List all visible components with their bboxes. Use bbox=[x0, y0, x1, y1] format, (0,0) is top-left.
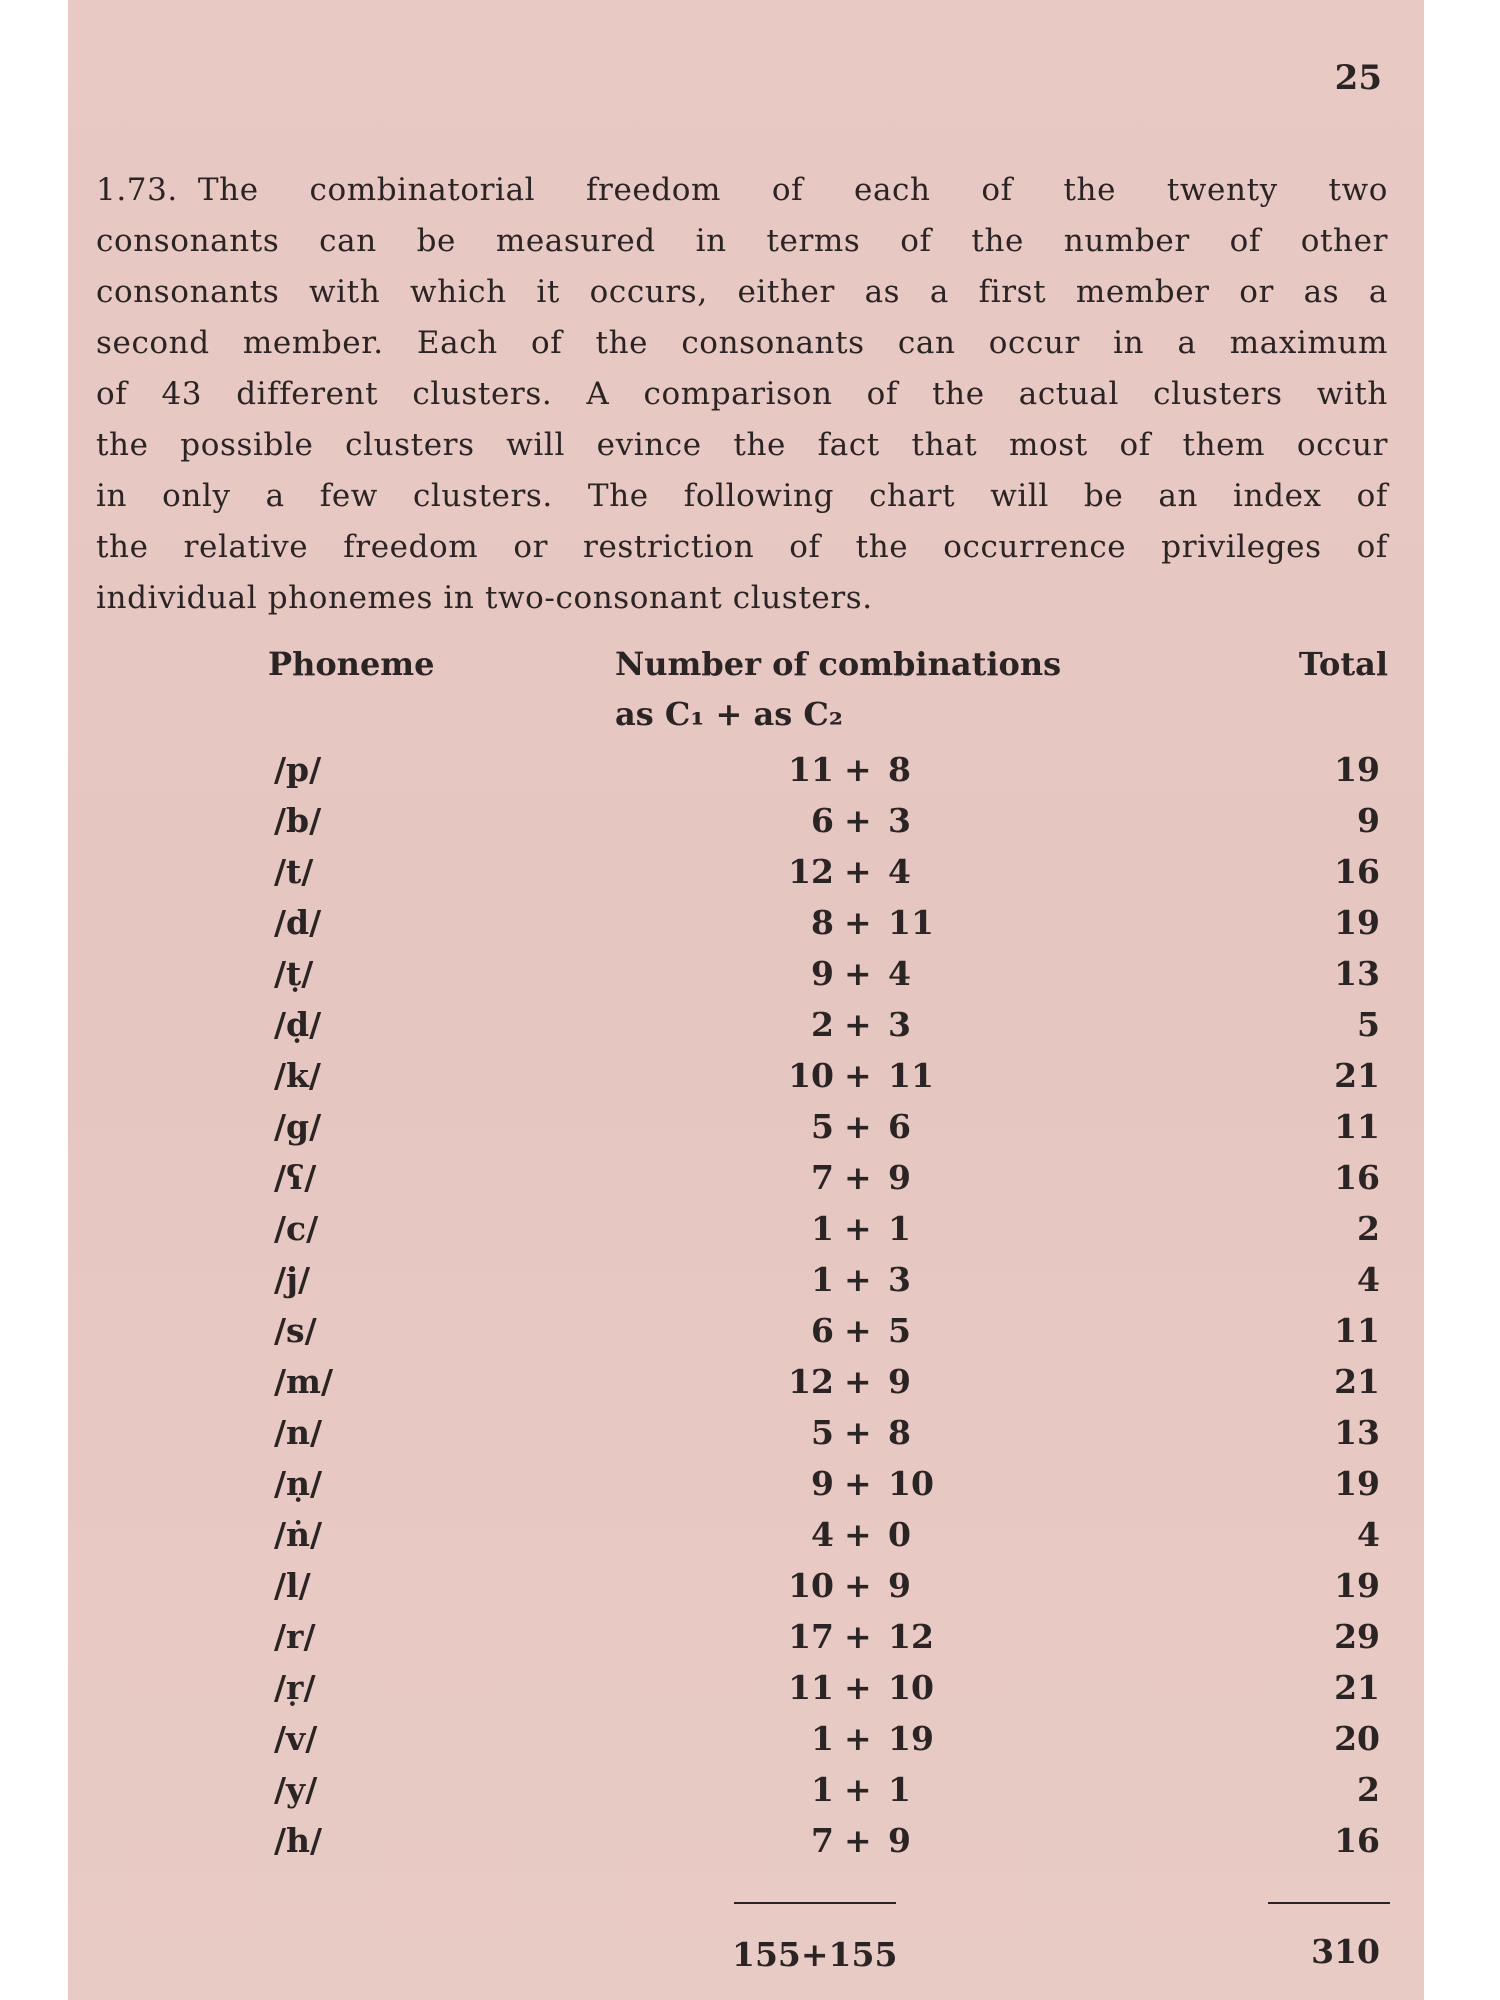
document-page bbox=[68, 0, 1424, 2000]
table-row bbox=[68, 1821, 1424, 1872]
total-cell: 19 bbox=[1334, 1566, 1380, 1605]
c1-count-cell: 5 bbox=[811, 1107, 834, 1146]
c2-count-cell: 6 bbox=[888, 1107, 911, 1146]
c1-count-cell: 17 bbox=[788, 1617, 834, 1656]
table-row bbox=[68, 750, 1424, 801]
c1-count-cell: 10 bbox=[788, 1056, 834, 1095]
total-cell: 11 bbox=[1334, 1311, 1380, 1350]
plus-sign: + bbox=[844, 1413, 872, 1452]
c1-count-cell: 7 bbox=[811, 1158, 834, 1197]
table-row bbox=[68, 1770, 1424, 1821]
table-row bbox=[68, 1719, 1424, 1770]
c1-count-cell: 1 bbox=[811, 1209, 834, 1248]
paragraph-line: of 43 different clusters. A comparison of the actual clusters with bbox=[96, 376, 1388, 412]
total-cell: 5 bbox=[1357, 1005, 1380, 1044]
table-row bbox=[68, 1668, 1424, 1719]
page-number: 25 bbox=[1334, 58, 1382, 98]
total-cell: 2 bbox=[1357, 1209, 1380, 1248]
plus-sign: + bbox=[844, 1158, 872, 1197]
total-cell: 19 bbox=[1334, 1464, 1380, 1503]
c1-count-cell: 4 bbox=[811, 1515, 834, 1554]
paragraph-line: consonants with which it occurs, either as a first member or as a bbox=[96, 274, 1388, 310]
phoneme-cell: /c/ bbox=[274, 1209, 319, 1248]
c1-count-cell: 9 bbox=[811, 1464, 834, 1503]
phoneme-cell: /p/ bbox=[274, 750, 322, 789]
c2-count-cell: 11 bbox=[888, 1056, 934, 1095]
c2-count-cell: 3 bbox=[888, 801, 911, 840]
c2-count-cell: 19 bbox=[888, 1719, 934, 1758]
table-row bbox=[68, 1413, 1424, 1464]
total-cell: 19 bbox=[1334, 750, 1380, 789]
header-combinations-sub: as C₁ + as C₂ bbox=[615, 695, 843, 733]
phoneme-cell: /ʕ/ bbox=[274, 1158, 317, 1197]
plus-sign: + bbox=[844, 1260, 872, 1299]
plus-sign: + bbox=[844, 1005, 872, 1044]
c2-count-cell: 3 bbox=[888, 1260, 911, 1299]
combinations-sum: 155+155 bbox=[732, 1935, 898, 1974]
phoneme-cell: /ḍ/ bbox=[274, 1005, 322, 1044]
c2-count-cell: 9 bbox=[888, 1566, 911, 1605]
phoneme-cell: /k/ bbox=[274, 1056, 321, 1095]
total-cell: 16 bbox=[1334, 852, 1380, 891]
table-row bbox=[68, 1260, 1424, 1311]
table-row bbox=[68, 1464, 1424, 1515]
plus-sign: + bbox=[844, 1668, 872, 1707]
body-paragraph bbox=[96, 165, 1388, 624]
c2-count-cell: 1 bbox=[888, 1209, 911, 1248]
c1-count-cell: 2 bbox=[811, 1005, 834, 1044]
total-cell: 21 bbox=[1334, 1668, 1380, 1707]
phoneme-cell: /v/ bbox=[274, 1719, 318, 1758]
total-cell: 29 bbox=[1334, 1617, 1380, 1656]
paragraph-line: the possible clusters will evince the fact that most of them occur bbox=[96, 427, 1388, 463]
c2-count-cell: 1 bbox=[888, 1770, 911, 1809]
table-row bbox=[68, 1209, 1424, 1260]
plus-sign: + bbox=[844, 1770, 872, 1809]
c2-count-cell: 9 bbox=[888, 1821, 911, 1860]
plus-sign: + bbox=[844, 1515, 872, 1554]
plus-sign: + bbox=[844, 852, 872, 891]
phoneme-cell: /y/ bbox=[274, 1770, 318, 1809]
c2-count-cell: 5 bbox=[888, 1311, 911, 1350]
c2-count-cell: 4 bbox=[888, 954, 911, 993]
plus-sign: + bbox=[844, 1617, 872, 1656]
table-row bbox=[68, 1515, 1424, 1566]
c1-count-cell: 11 bbox=[788, 1668, 834, 1707]
header-total: Total bbox=[1298, 645, 1388, 683]
table-row bbox=[68, 1566, 1424, 1617]
c1-count-cell: 1 bbox=[811, 1770, 834, 1809]
phoneme-cell: /d/ bbox=[274, 903, 322, 942]
total-cell: 19 bbox=[1334, 903, 1380, 942]
paragraph-line-text: The combinatorial freedom of each of the twenty two bbox=[197, 172, 1388, 208]
phoneme-cell: /t/ bbox=[274, 852, 314, 891]
total-cell: 2 bbox=[1357, 1770, 1380, 1809]
table-row bbox=[68, 1056, 1424, 1107]
total-cell: 13 bbox=[1334, 954, 1380, 993]
phoneme-cell: /b/ bbox=[274, 801, 322, 840]
table-row bbox=[68, 954, 1424, 1005]
plus-sign: + bbox=[844, 1719, 872, 1758]
plus-sign: + bbox=[844, 801, 872, 840]
phoneme-table bbox=[68, 750, 1424, 1872]
plus-sign: + bbox=[844, 903, 872, 942]
phoneme-cell: /s/ bbox=[274, 1311, 317, 1350]
c1-count-cell: 10 bbox=[788, 1566, 834, 1605]
c2-count-cell: 0 bbox=[888, 1515, 911, 1554]
paragraph-line: individual phonemes in two-consonant clusters. bbox=[96, 580, 873, 616]
plus-sign: + bbox=[844, 1821, 872, 1860]
table-row bbox=[68, 852, 1424, 903]
phoneme-cell: /ṇ/ bbox=[274, 1464, 323, 1503]
plus-sign: + bbox=[844, 1107, 872, 1146]
total-cell: 11 bbox=[1334, 1107, 1380, 1146]
phoneme-cell: /j/ bbox=[274, 1260, 311, 1299]
c2-count-cell: 3 bbox=[888, 1005, 911, 1044]
paragraph-line: the relative freedom or restriction of the occurrence privileges of bbox=[96, 529, 1388, 565]
c2-count-cell: 11 bbox=[888, 903, 934, 942]
total-cell: 16 bbox=[1334, 1821, 1380, 1860]
table-row bbox=[68, 801, 1424, 852]
c1-count-cell: 12 bbox=[788, 1362, 834, 1401]
c1-count-cell: 12 bbox=[788, 852, 834, 891]
c1-count-cell: 11 bbox=[788, 750, 834, 789]
total-sum-rule bbox=[1268, 1902, 1390, 1904]
c1-count-cell: 8 bbox=[811, 903, 834, 942]
c2-count-cell: 4 bbox=[888, 852, 911, 891]
phoneme-cell: /n/ bbox=[274, 1413, 323, 1452]
plus-sign: + bbox=[844, 1464, 872, 1503]
phoneme-cell: /g/ bbox=[274, 1107, 322, 1146]
table-row bbox=[68, 1617, 1424, 1668]
plus-sign: + bbox=[844, 1362, 872, 1401]
total-cell: 16 bbox=[1334, 1158, 1380, 1197]
table-row bbox=[68, 1107, 1424, 1158]
c2-count-cell: 12 bbox=[888, 1617, 934, 1656]
total-cell: 9 bbox=[1357, 801, 1380, 840]
total-cell: 4 bbox=[1357, 1515, 1380, 1554]
plus-sign: + bbox=[844, 1209, 872, 1248]
phoneme-cell: /r/ bbox=[274, 1617, 316, 1656]
plus-sign: + bbox=[844, 1311, 872, 1350]
c2-count-cell: 8 bbox=[888, 1413, 911, 1452]
plus-sign: + bbox=[844, 954, 872, 993]
phoneme-cell: /m/ bbox=[274, 1362, 334, 1401]
c1-count-cell: 6 bbox=[811, 1311, 834, 1350]
table-row bbox=[68, 1362, 1424, 1413]
section-number: 1.73. bbox=[96, 172, 178, 208]
phoneme-cell: /ṅ/ bbox=[274, 1515, 323, 1554]
c2-count-cell: 10 bbox=[888, 1464, 934, 1503]
c2-count-cell: 8 bbox=[888, 750, 911, 789]
header-combinations: Number of combinations bbox=[615, 645, 1062, 683]
phoneme-cell: /ṭ/ bbox=[274, 954, 314, 993]
paragraph-line bbox=[96, 165, 1388, 216]
combinations-sum-rule bbox=[734, 1902, 896, 1904]
paragraph-line: in only a few clusters. The following chart will be an index of bbox=[96, 478, 1388, 514]
c2-count-cell: 9 bbox=[888, 1158, 911, 1197]
c1-count-cell: 1 bbox=[811, 1719, 834, 1758]
c1-count-cell: 7 bbox=[811, 1821, 834, 1860]
total-cell: 21 bbox=[1334, 1362, 1380, 1401]
c1-count-cell: 6 bbox=[811, 801, 834, 840]
phoneme-cell: /h/ bbox=[274, 1821, 323, 1860]
total-sum: 310 bbox=[1311, 1932, 1380, 1971]
paragraph-line: second member. Each of the consonants can occur in a maximum bbox=[96, 325, 1388, 361]
total-cell: 20 bbox=[1334, 1719, 1380, 1758]
table-row bbox=[68, 1158, 1424, 1209]
plus-sign: + bbox=[844, 1056, 872, 1095]
table-row bbox=[68, 1311, 1424, 1362]
plus-sign: + bbox=[844, 1566, 872, 1605]
header-phoneme: Phoneme bbox=[268, 645, 435, 683]
phoneme-cell: /l/ bbox=[274, 1566, 311, 1605]
plus-sign: + bbox=[844, 750, 872, 789]
c1-count-cell: 5 bbox=[811, 1413, 834, 1452]
total-cell: 4 bbox=[1357, 1260, 1380, 1299]
c2-count-cell: 9 bbox=[888, 1362, 911, 1401]
c2-count-cell: 10 bbox=[888, 1668, 934, 1707]
table-row bbox=[68, 903, 1424, 954]
total-cell: 21 bbox=[1334, 1056, 1380, 1095]
paragraph-line: consonants can be measured in terms of the number of other bbox=[96, 223, 1388, 259]
table-row bbox=[68, 1005, 1424, 1056]
total-cell: 13 bbox=[1334, 1413, 1380, 1452]
c1-count-cell: 1 bbox=[811, 1260, 834, 1299]
phoneme-cell: /ṛ/ bbox=[274, 1668, 316, 1707]
c1-count-cell: 9 bbox=[811, 954, 834, 993]
